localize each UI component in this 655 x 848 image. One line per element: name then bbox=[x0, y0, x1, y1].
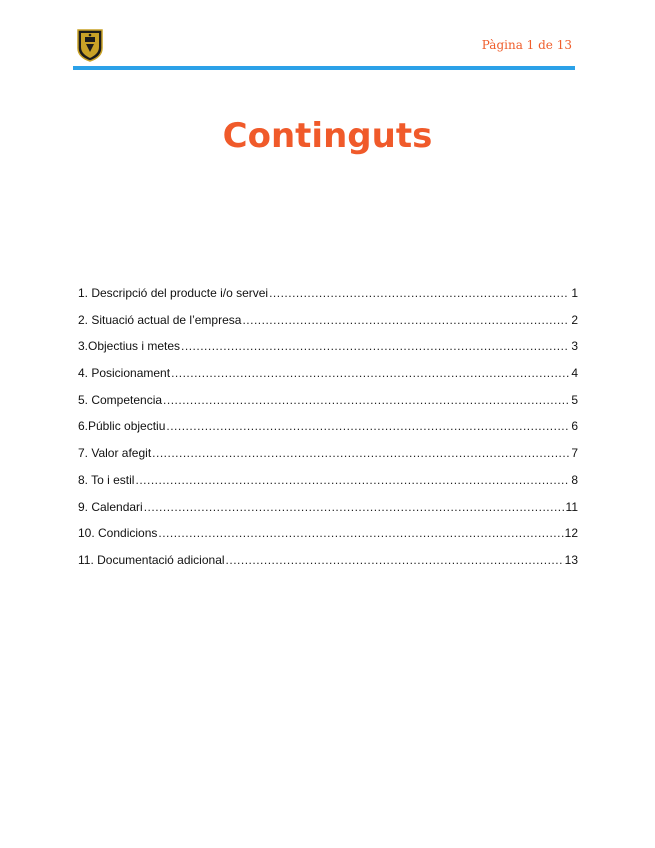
toc-entry-page: 13 bbox=[564, 552, 578, 567]
toc-entry-page: 11 bbox=[565, 499, 578, 514]
toc-entry-label: 2. Situació actual de l’empresa bbox=[78, 312, 242, 327]
toc-entry[interactable] bbox=[78, 339, 578, 366]
header-divider bbox=[73, 66, 575, 70]
toc-leader-dots bbox=[171, 366, 569, 380]
toc-entry-label: 3.Objectius i metes bbox=[78, 339, 181, 354]
toc-entry[interactable] bbox=[78, 553, 578, 580]
toc-entry-page: 7 bbox=[571, 446, 578, 461]
toc-entry-page: 3 bbox=[571, 339, 578, 354]
toc-entry[interactable] bbox=[78, 526, 578, 553]
toc-leader-dots bbox=[226, 553, 564, 567]
toc-leader-dots bbox=[135, 473, 569, 487]
toc-entry-label: 8. To i estil bbox=[78, 472, 135, 487]
toc-leader-dots bbox=[181, 339, 569, 353]
toc-entry-page: 2 bbox=[571, 312, 578, 327]
toc-entry[interactable] bbox=[78, 286, 578, 313]
crest-shield-icon bbox=[76, 28, 104, 62]
toc-leader-dots bbox=[269, 286, 569, 300]
toc-entry-label: 4. Posicionament bbox=[78, 366, 171, 381]
toc-entry[interactable] bbox=[78, 393, 578, 420]
toc-entry-page: 6 bbox=[571, 419, 578, 434]
toc-entry[interactable] bbox=[78, 473, 578, 500]
toc-leader-dots bbox=[163, 393, 569, 407]
toc-entry-label: 10. Condicions bbox=[78, 526, 158, 541]
toc-leader-dots bbox=[144, 500, 565, 514]
toc-entry-page: 4 bbox=[571, 366, 578, 381]
toc-leader-dots bbox=[158, 526, 563, 540]
toc-entry[interactable] bbox=[78, 419, 578, 446]
toc-entry[interactable] bbox=[78, 366, 578, 393]
toc-entry[interactable] bbox=[78, 446, 578, 473]
toc-leader-dots bbox=[166, 419, 569, 433]
toc-entry-label: 7. Valor afegit bbox=[78, 446, 152, 461]
toc-entry-page: 12 bbox=[564, 526, 578, 541]
toc-leader-dots bbox=[242, 313, 569, 327]
toc-entry[interactable] bbox=[78, 500, 578, 527]
toc-leader-dots bbox=[152, 446, 569, 460]
page-indicator: Pàgina 1 de 13 bbox=[481, 38, 572, 52]
toc-entry-label: 5. Competencia bbox=[78, 392, 163, 407]
page-title: Continguts bbox=[222, 116, 433, 156]
toc-entry-label: 6.Públic objectiu bbox=[78, 419, 166, 434]
toc-entry-page: 1 bbox=[571, 286, 578, 300]
toc-entry-label: 11. Documentació adicional bbox=[78, 552, 225, 567]
toc-entry-label: 1. Descripció del producte i/o servei bbox=[78, 286, 269, 300]
table-of-contents bbox=[78, 286, 578, 580]
toc-entry-page: 8 bbox=[571, 472, 578, 487]
toc-entry[interactable] bbox=[78, 313, 578, 340]
toc-entry-label: 9. Calendari bbox=[78, 499, 143, 514]
toc-entry-page: 5 bbox=[571, 392, 578, 407]
